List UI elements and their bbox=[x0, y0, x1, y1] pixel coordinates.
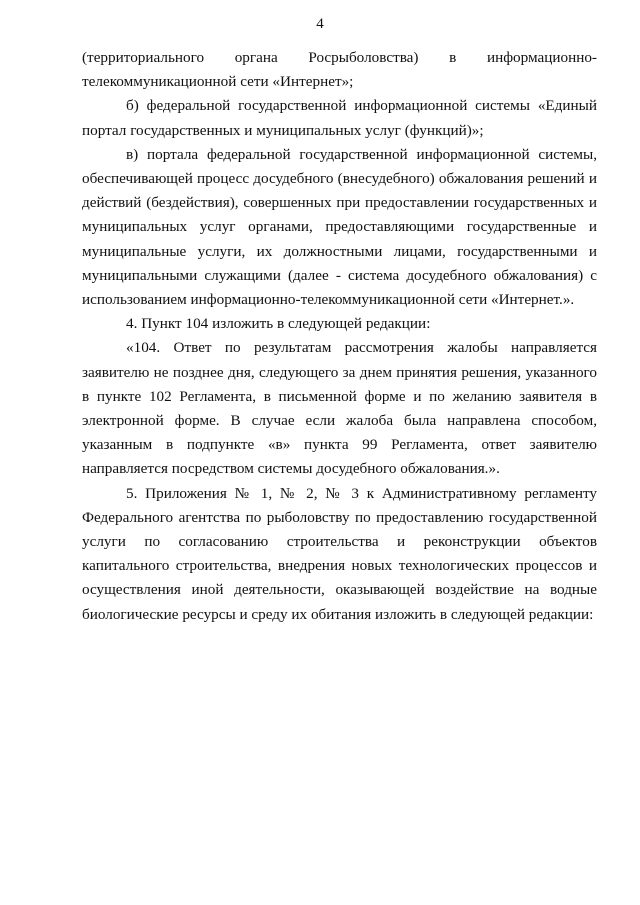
document-body bbox=[82, 46, 597, 627]
paragraph-continuation-line bbox=[82, 46, 597, 70]
paragraph-point-4: 4. Пункт 104 изложить в следующей редакции: bbox=[126, 315, 431, 333]
paragraph-point-5: 5. Приложения № 1, № 2, № 3 к Административному регламенту Федерального агентства по рыболовству по предоставлению государственной услуги по согласованию строительства и реконструкции объектов капитального строительства, внедрения новых технологических процессов и осуществления иной деятельности, оказывающей воздействие на водные биологические ресурсы и среду их обитания изложить в следующей редакции: bbox=[82, 484, 597, 623]
paragraph-item-v: в) портала федеральной государственной информационной системы, обеспечивающей процесс досудебного (внесудебного) обжалования решений и действий (бездействия), совершенных при предоставлении государственных и муниципальных услуг органами, предоставляющими государственные и муниципальные услуги, их должностными лицами, государственными и муниципальными служащими (далее - система досудебного обжалования) с использованием информационно-телекоммуникационной сети «Интернет.». bbox=[82, 145, 597, 309]
word: информационно- bbox=[486, 49, 597, 66]
page-number: 4 bbox=[316, 16, 324, 32]
word: (территориального bbox=[82, 49, 205, 66]
word: органа bbox=[234, 49, 278, 66]
word: в bbox=[449, 49, 457, 66]
paragraph-item-b: б) федеральной государственной информационной системы «Единый портал государственных и муниципальных услуг (функций)»; bbox=[82, 97, 597, 139]
paragraph-point-104-text: «104. Ответ по результатам рассмотрения жалобы направляется заявителю не позднее дня, следующего за днем принятия решения, указанного в пункте 102 Регламента, в письменной форме и по желанию заявителя в электронной форме. В случае если жалоба была направлена способом, указанным в подпункте «в» пункта 99 Регламента, ответ заявителю направляется посредством системы досудебного обжалования.». bbox=[82, 339, 597, 478]
word: Росрыболовства) bbox=[308, 49, 419, 66]
paragraph-continuation-end: телекоммуникационной сети «Интернет»; bbox=[82, 73, 354, 91]
